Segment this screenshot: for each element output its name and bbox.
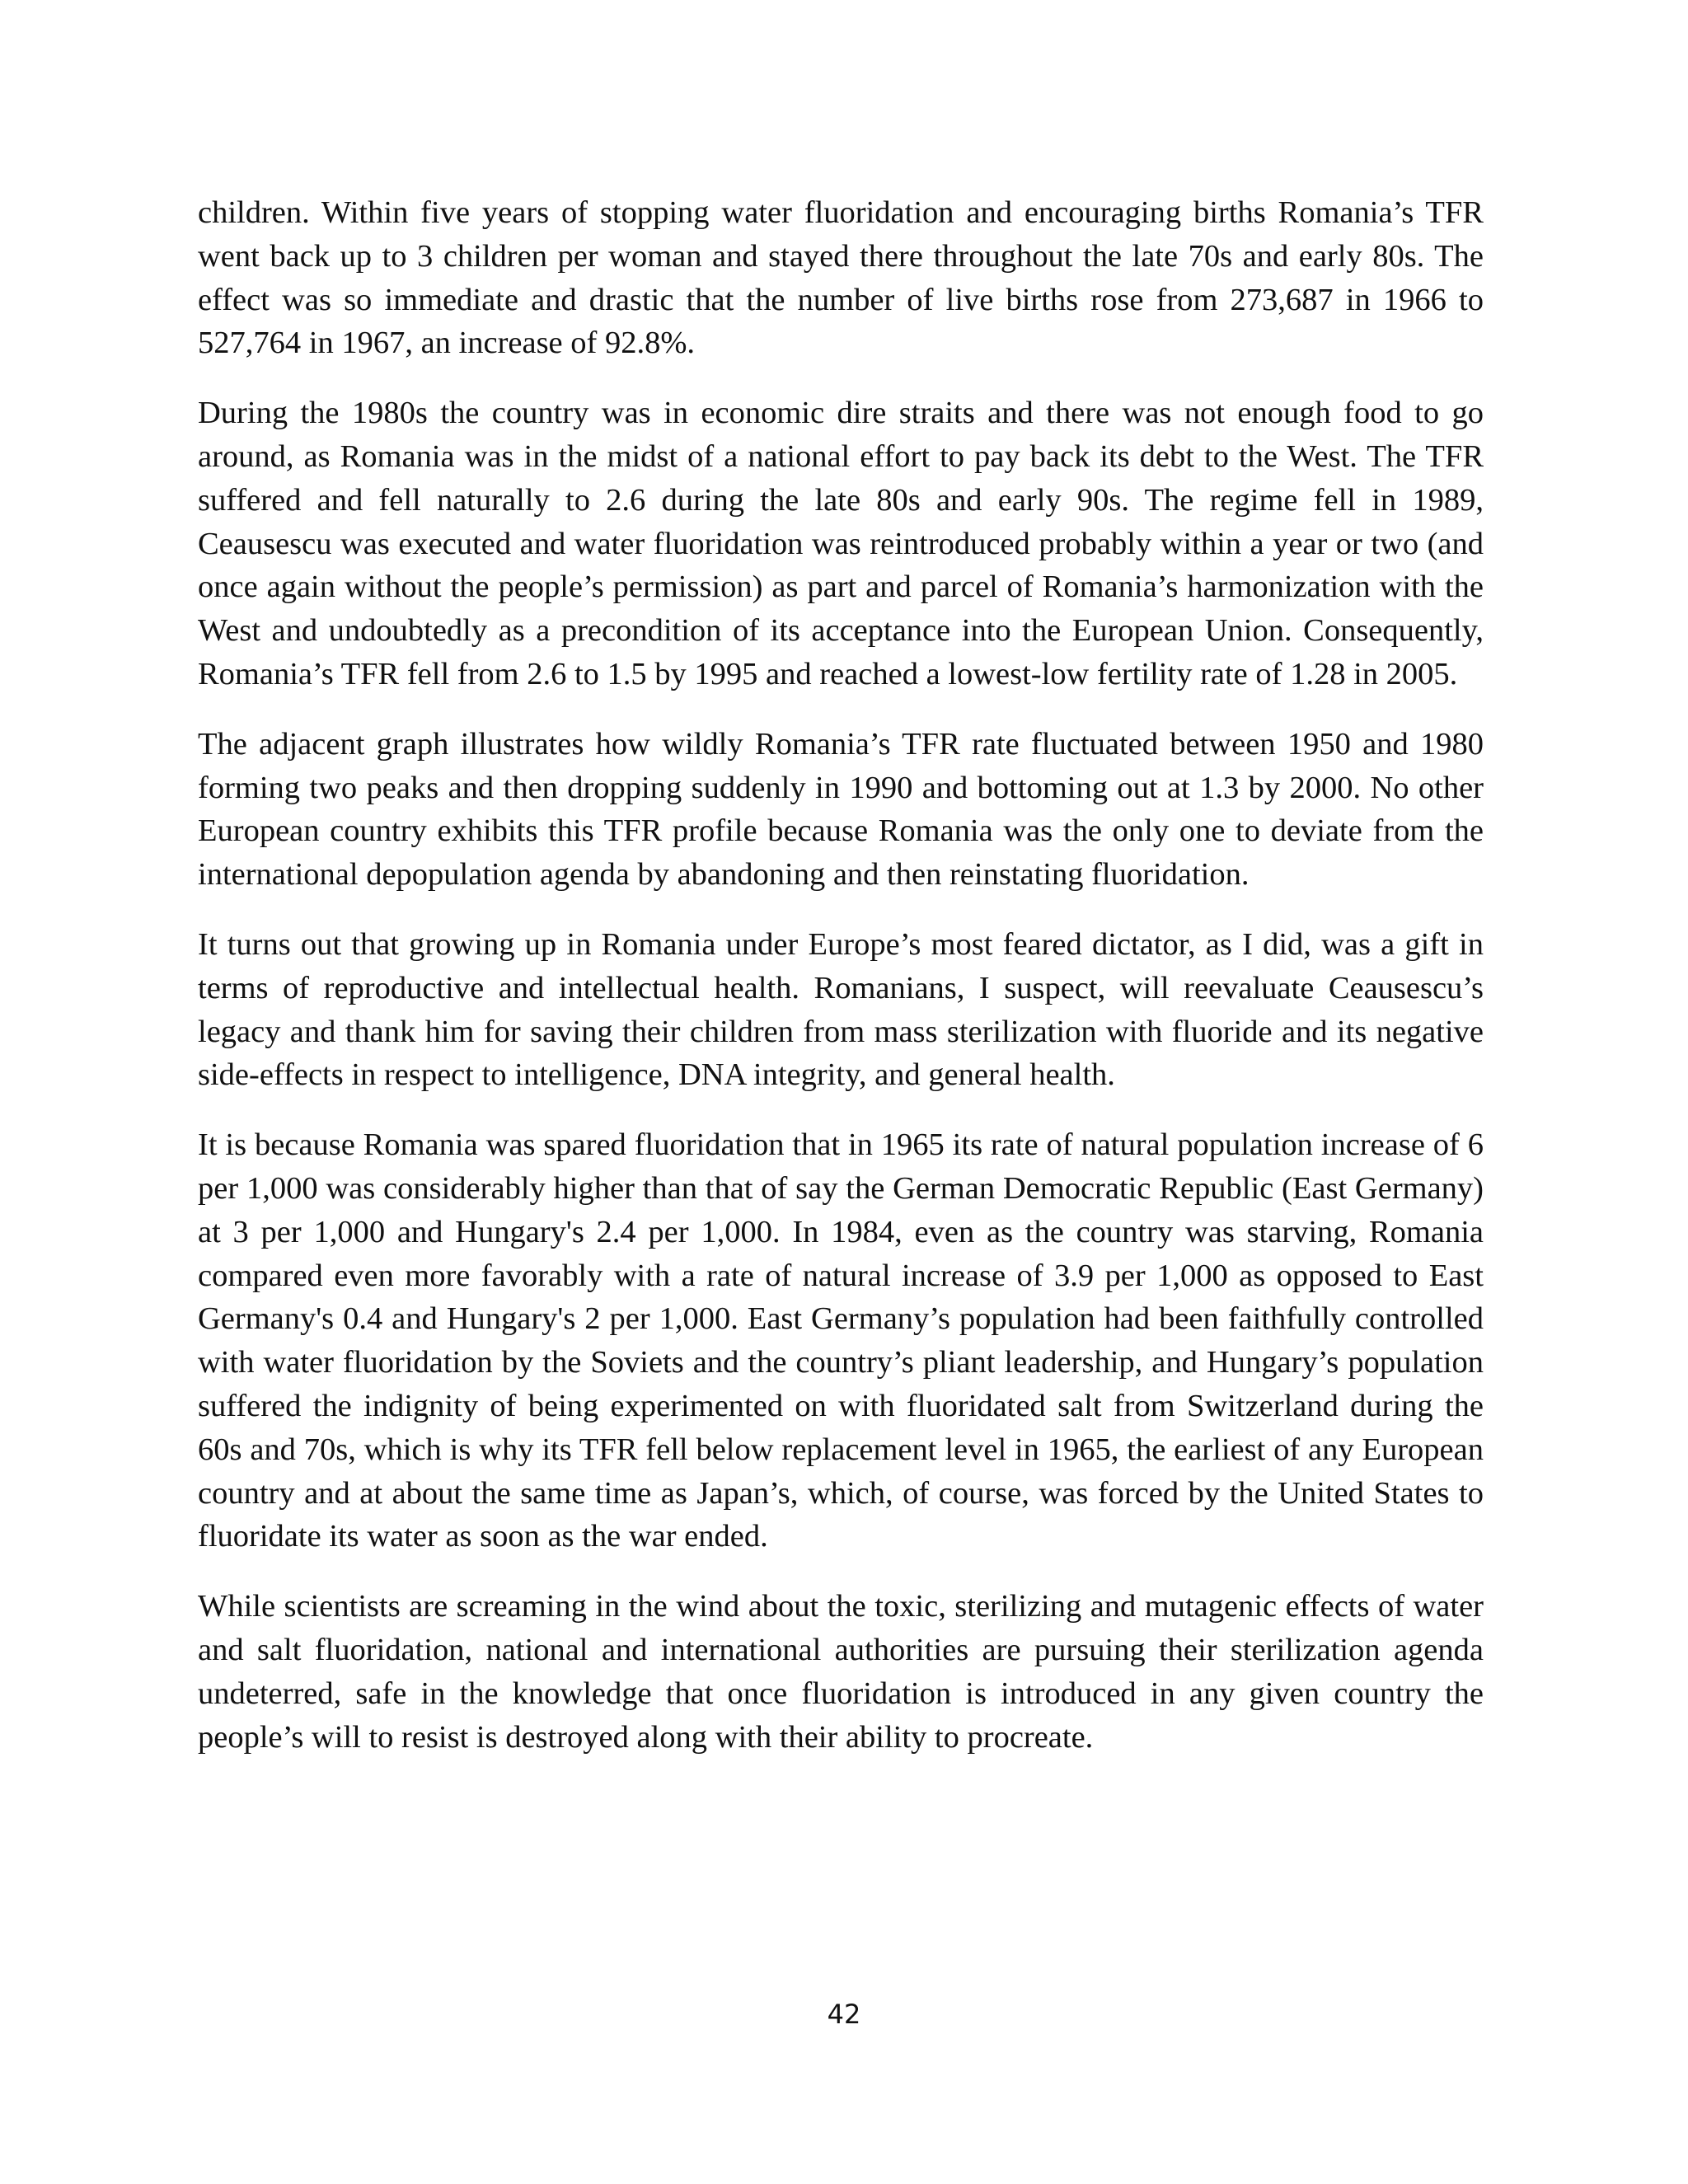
paragraph-1: children. Within five years of stopping water fluoridation and encouraging births Romania’s TFR went back up to 3 children per woman and stayed there throughout the late 70s and early 80s. The effect was so immediate and drastic that the number of live births rose from 273,687 in 1966 to 527,764 in 1967, an increase of 92.8%.: [198, 195, 1484, 361]
paragraph-6: While scientists are screaming in the wind about the toxic, sterilizing and mutagenic effects of water and salt fluoridation, national and international authorities are pursuing their sterilization agenda undeterred, safe in the knowledge that once fluoridation is introduced in any given country the people’s will to resist is destroyed along with their ability to procreate.: [198, 1589, 1484, 1755]
body-text: [198, 191, 1484, 1785]
paragraph-5: It is because Romania was spared fluoridation that in 1965 its rate of natural population increase of 6 per 1,000 was considerably higher than that of say the German Democratic Republic (East Germany) at 3 per 1,000 and Hungary's 2.4 per 1,000. In 1984, even as the country was starving, Romania compared even more favorably with a rate of natural increase of 3.9 per 1,000 as opposed to East Germany's 0.4 and Hungary's 2 per 1,000. East Germany’s population had been faithfully controlled with water fluoridation by the Soviets and the country’s pliant leadership, and Hungary’s population suffered the indignity of being experimented on with fluoridated salt from Switzerland during the 60s and 70s, which is why its TFR fell below replacement level in 1965, the earliest of any European country and at about the same time as Japan’s, which, of course, was forced by the United States to fluoridate its water as soon as the war ended.: [198, 1127, 1484, 1554]
paragraph-2: During the 1980s the country was in economic dire straits and there was not enough food to go around, as Romania was in the midst of a national effort to pay back its debt to the West. The TFR suffered and fell naturally to 2.6 during the late 80s and early 90s. The regime fell in 1989, Ceausescu was executed and water fluoridation was reintroduced probably within a year or two (and once again without the people’s permission) as part and parcel of Romania’s harmonization with the West and undoubtedly as a precondition of its acceptance into the European Union. Consequently, Romania’s TFR fell from 2.6 to 1.5 by 1995 and reached a lowest-low fertility rate of 1.28 in 2005.: [198, 396, 1484, 691]
page-number: 42: [827, 1999, 861, 2030]
paragraph-4: It turns out that growing up in Romania under Europe’s most feared dictator, as I did, was a gift in terms of reproductive and intellectual health. Romanians, I suspect, will reevaluate Ceausescu’s legacy and thank him for saving their children from mass sterilization with fluoride and its negative side-effects in respect to intelligence, DNA integrity, and general health.: [198, 926, 1484, 1093]
paragraph-3: The adjacent graph illustrates how wildly Romania’s TFR rate fluctuated between 1950 and 1980 forming two peaks and then dropping suddenly in 1990 and bottoming out at 1.3 by 2000. No other European country exhibits this TFR profile because Romania was the only one to deviate from the international depopulation agenda by abandoning and then reinstating fluoridation.: [198, 726, 1484, 893]
